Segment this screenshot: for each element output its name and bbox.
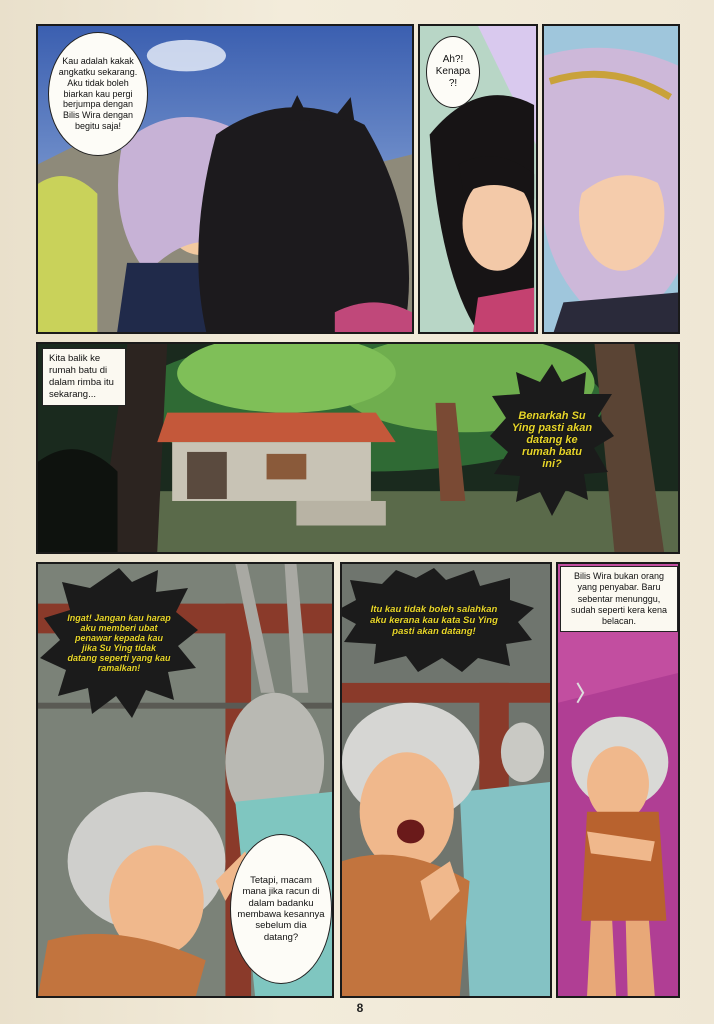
panel-5 <box>36 562 334 998</box>
shout-burst <box>340 568 534 672</box>
panel-2 <box>418 24 538 334</box>
panel-3 <box>542 24 680 334</box>
panel-4 <box>36 342 680 554</box>
panel-1 <box>36 24 414 334</box>
page-number: 8 <box>356 1001 364 1015</box>
panel-6 <box>340 562 552 998</box>
panel-3-art <box>544 26 678 332</box>
speech-bubble: Tetapi, macam mana jika racun di dalam badanku membawa kesannya sebelum dia datang? <box>230 834 332 984</box>
speech-bubble: Kau adalah kakak angkatku sekarang. Aku tidak boleh biarkan kau pergi berjumpa dengan Bilis Wira dengan begitu saja! <box>48 32 148 156</box>
panel-7 <box>556 562 680 998</box>
narration-caption: Kita balik ke rumah batu di dalam rimba itu sekarang... <box>42 348 126 406</box>
shout-text: Itu kau tidak boleh salahkan aku kerana kau kata Su Ying pasti akan datang! <box>370 603 498 637</box>
thought-burst <box>490 364 614 516</box>
shout-burst <box>40 568 198 718</box>
shout-text: Ingat! Jangan kau harap aku memberi ubat penawar kepada kau jika Su Ying tidak datang seperti yang kau ramalkan! <box>67 613 171 673</box>
narration-caption: Bilis Wira bukan orang yang penyabar. Baru sebentar menunggu, sudah seperti kera kena belacan. <box>560 566 678 632</box>
speech-bubble: Ah?! Kenapa ?! <box>426 36 480 108</box>
thought-text: Benarkah Su Ying pasti akan datang ke rumah batu ini? <box>511 410 593 470</box>
